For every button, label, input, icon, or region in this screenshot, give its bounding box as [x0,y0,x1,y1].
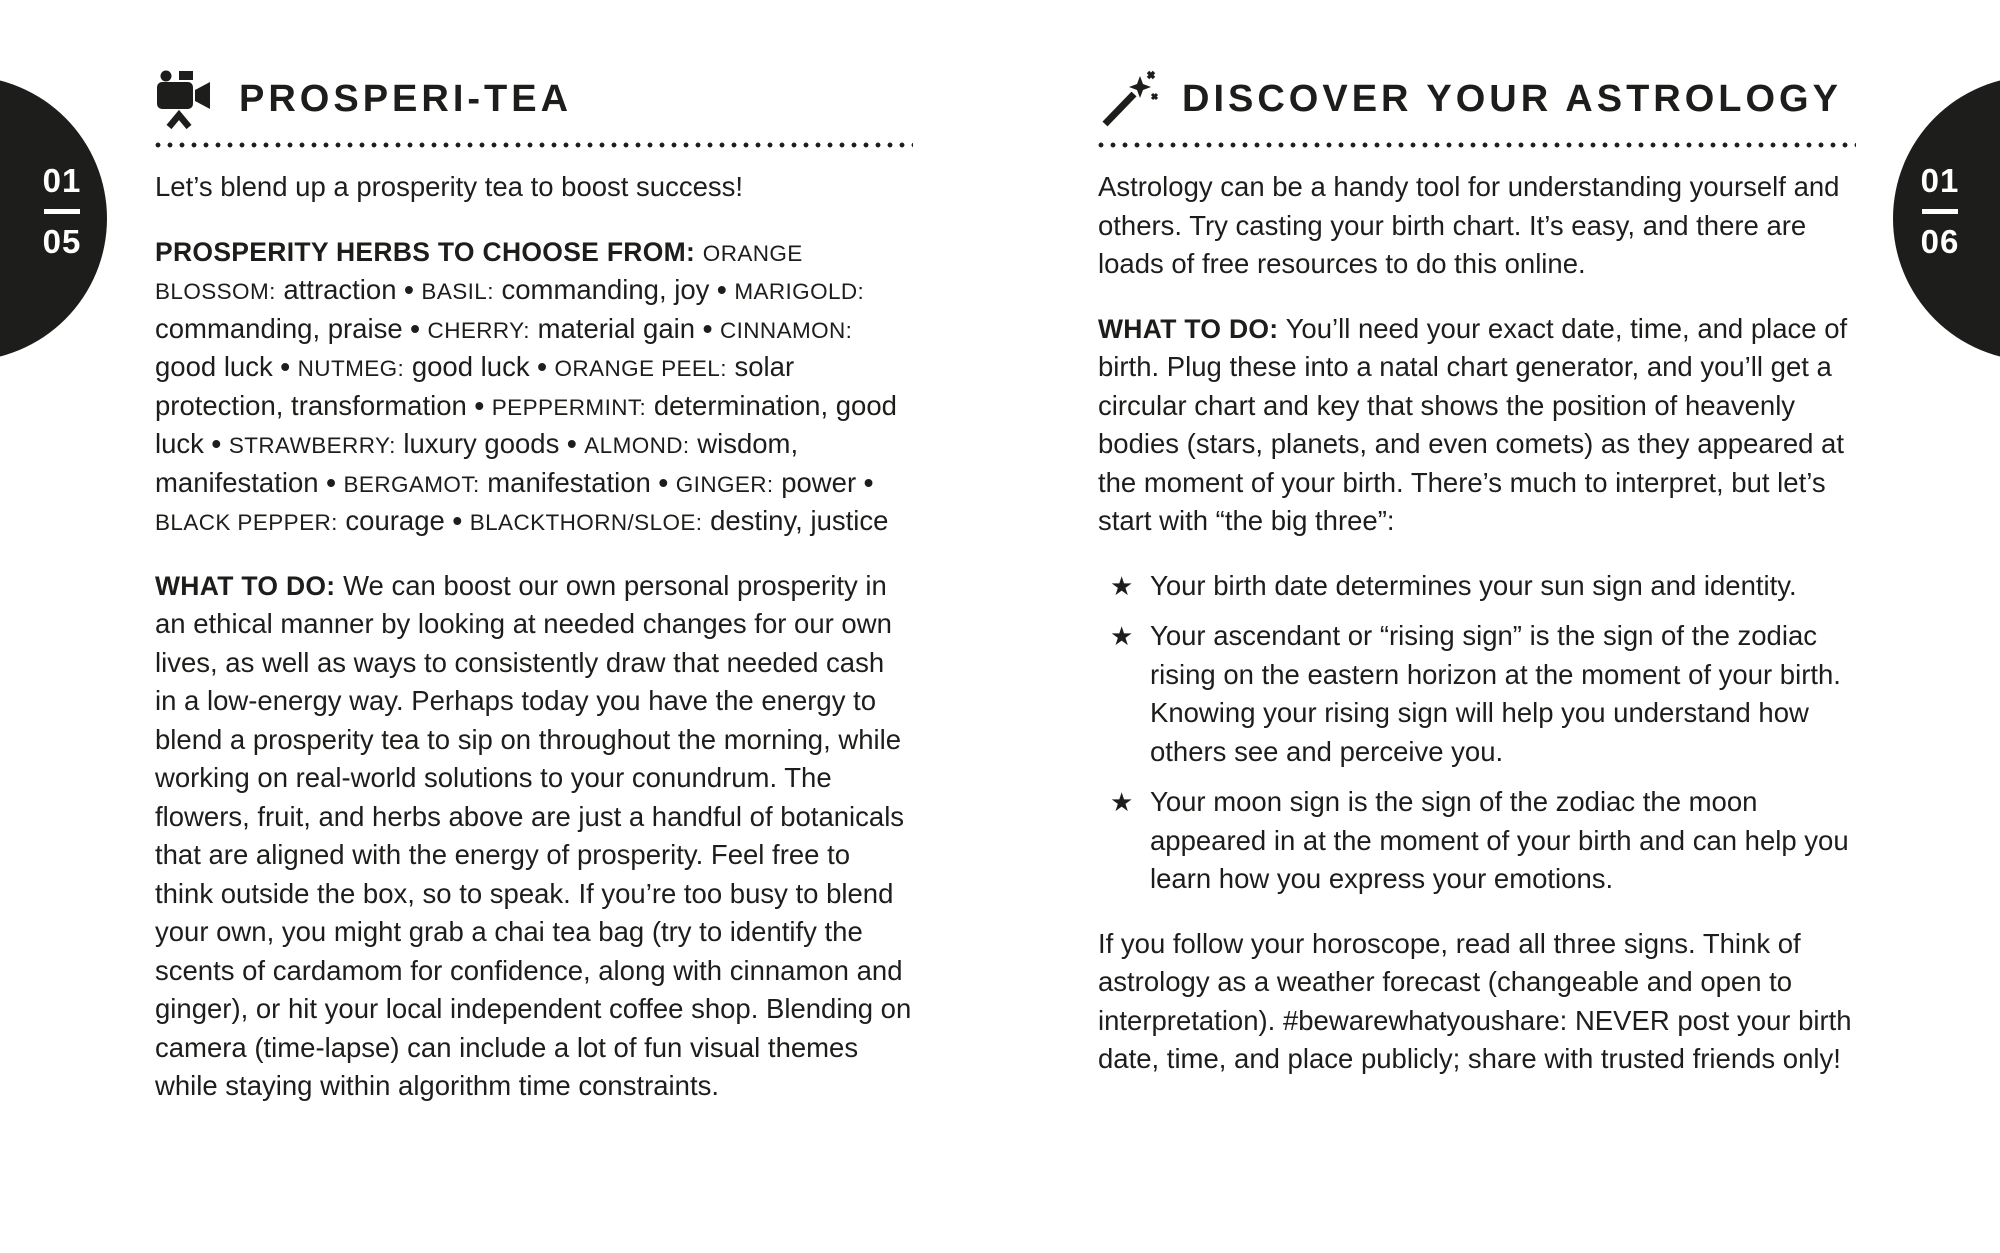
page-tab-right [1893,76,2000,361]
page-number-top: 01 [1920,162,1960,199]
herb-name: BLACK PEPPER: [155,510,338,535]
article-header [1098,68,1856,130]
bullet-separator: • [537,351,547,382]
herb-name: STRAWBERRY: [228,433,396,458]
bullet-item [1098,783,1856,899]
herb-name: MARIGOLD: [734,279,865,304]
herbs-list-inline: ORANGE BLOSSOM: attraction • BASIL: commanding, joy • MARIGOLD: commanding, praise • CHERRY: material gain • CINNAMON: good luck • NUTMEG: good luck • ORANGE PEEL: solar protection, transformation • PEPPERMINT: determination, good luck • STRAWBERRY: luxury goods • ALMOND: wisdom, manifestation • BERGAMOT: manifestation • GINGER: power • BLACK PEPPER: courage • BLACKTHORN/SLOE: destiny, justice [155,240,897,536]
outro-paragraph: If you follow your horoscope, read all three signs. Think of astrology as a weather forecast (changeable and open to interpretation). #bewarewhatyoushare: NEVER post your birth date, time, and place publicly; share with trusted friends only! [1098,927,1852,1074]
bullet-text: Your moon sign is the sign of the zodiac the moon appeared in at the moment of your birth and can help you learn how you express your emotions. [1150,786,1849,894]
what-to-do-paragraph [1098,310,1856,541]
herb-name: BLACKTHORN/SLOE: [469,510,703,535]
dotted-rule [155,142,913,148]
bullet-text: Your birth date determines your sun sign and identity. [1150,569,1797,601]
magic-wand-icon [1098,68,1158,130]
bullet-text: Your ascendant or “rising sign” is the sign of the zodiac rising on the eastern horizon at the moment of your birth. Knowing your rising sign will help you understand how others see and perceive you. [1150,620,1841,767]
what-to-do-label: WHAT TO DO: [1098,313,1279,344]
page-tab-left-numbers [27,162,97,261]
herb-name: NUTMEG: [297,356,405,381]
bullet-separator: • [452,505,463,536]
article-discover-astrology [1098,68,1856,1105]
herb-name: BERGAMOT: [343,471,480,497]
dotted-rule [1098,142,1856,148]
page-tab-right-numbers [1905,162,1975,261]
bullet-separator: • [211,428,222,459]
page-number-divider [1922,209,1958,214]
article-title: PROSPERI-TEA [239,77,573,120]
herb-name: CINNAMON: [719,317,853,343]
page-tab-left [0,76,107,361]
bullet-separator: • [717,274,727,305]
page-number-bottom: 06 [1920,223,1960,260]
what-to-do-text: We can boost our own personal prosperity in an ethical manner by looking at needed changes for our own lives, as well as ways to consistently draw that needed cash in a low-energy way. Perhaps today you have the energy to blend a prosperity tea to sip on throughout the morning, while working on real-world solutions to your conundrum. The flowers, fruit, and herbs above are just a handful of botanicals that are aligned with the energy of prosperity. Feel free to think outside the box, so to speak. If you’re too busy to blend your own, you might grab a chai tea bag (try to identify the scents of cardamom for confidence, along with cinnamon and ginger), or hit your local independent coffee shop. Blending on camera (time-lapse) can include a lot of fun visual themes while staying within algorithm time constraints. [155,569,912,1101]
herb-name: ORANGE BLOSSOM: [155,240,803,304]
bullet-separator: • [326,466,336,498]
page-number-top: 01 [42,162,82,199]
bullet-separator: • [280,351,291,382]
article-prosperi-tea [155,68,913,1132]
what-to-do-paragraph [155,567,913,1106]
herb-name: BASIL: [421,279,494,304]
bullet-separator: • [702,312,713,344]
herbs-paragraph [155,233,913,541]
star-icon: ★ [1110,787,1134,817]
herb-name: ALMOND: [584,433,690,458]
herb-name: ORANGE PEEL: [554,356,727,381]
article-title: DISCOVER YOUR ASTROLOGY [1182,77,1842,120]
bullet-item [1098,617,1856,771]
herb-name: GINGER: [675,471,774,497]
video-camera-icon [155,68,215,130]
herb-name: PEPPERMINT: [491,394,647,420]
page-number-divider [44,209,80,214]
what-to-do-label: WHAT TO DO: [155,570,336,601]
star-icon: ★ [1110,621,1134,651]
bullet-separator: • [863,466,874,498]
bullet-separator: • [658,466,669,498]
what-to-do-text: You’ll need your exact date, time, and place of birth. Plug these into a natal chart generator, and you’ll get a circular chart and key that shows the position of heavenly bodies (stars, planets, and even comets) as they appeared at the moment of your birth. There’s much to interpret, but let’s start with “the big three”: [1098,312,1848,536]
intro-paragraph: Let’s blend up a prosperity tea to boost success! [155,171,744,202]
bullet-separator: • [410,312,420,344]
herbs-heading: PROSPERITY HERBS TO CHOOSE FROM: [155,236,696,267]
herb-name: CHERRY: [427,317,530,343]
page-number-bottom: 05 [42,223,82,260]
bullet-separator: • [404,274,414,305]
astrology-bullets [1098,567,1856,899]
bullet-separator: • [474,389,485,421]
bullet-separator: • [566,428,577,459]
bullet-item [1098,567,1856,606]
article-header [155,68,913,130]
intro-paragraph: Astrology can be a handy tool for understanding yourself and others. Try casting your birth chart. It’s easy, and there are loads of free resources to do this online. [1098,171,1840,279]
star-icon: ★ [1110,570,1134,601]
